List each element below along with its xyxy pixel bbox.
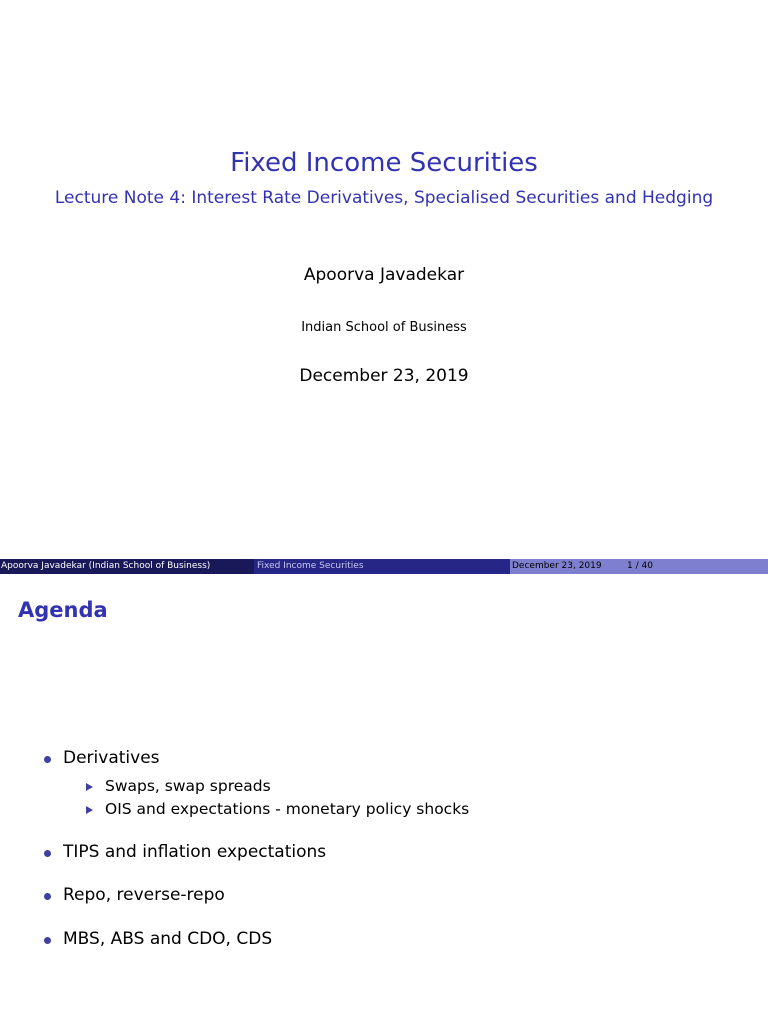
bullet-icon [44,937,51,944]
footer-date: December 23, 2019 [512,561,602,571]
presentation-date: December 23, 2019 [299,366,469,386]
agenda-subitem-label: Swaps, swap spreads [105,777,271,795]
frame-title: Agenda [18,598,108,622]
agenda-item-label: TIPS and inflation expectations [63,842,327,862]
institute-name: Indian School of Business [301,320,467,335]
footer-author: Apoorva Javadekar (Indian School of Business) [0,559,254,574]
agenda-subitem-label: OIS and expectations - monetary policy shocks [105,800,470,818]
slide-footer [0,559,768,574]
agenda-slide [0,576,768,1024]
agenda-item-label: Derivatives [63,748,160,768]
footer-title: Fixed Income Securities [254,559,510,574]
triangle-bullet-icon [86,783,93,791]
bullet-icon [44,756,51,763]
footer-date-page [510,559,768,574]
bullet-icon [44,850,51,857]
triangle-bullet-icon [86,806,93,814]
presentation-subtitle: Lecture Note 4: Interest Rate Derivatives, Specialised Securities and Hedging [54,188,714,208]
agenda-item-label: Repo, reverse-repo [63,885,225,905]
bullet-icon [44,893,51,900]
agenda-item-label: MBS, ABS and CDO, CDS [63,929,273,949]
presentation-title: Fixed Income Securities [230,148,538,178]
author-name: Apoorva Javadekar [303,265,465,285]
footer-page-number: 1 / 40 [627,561,653,571]
